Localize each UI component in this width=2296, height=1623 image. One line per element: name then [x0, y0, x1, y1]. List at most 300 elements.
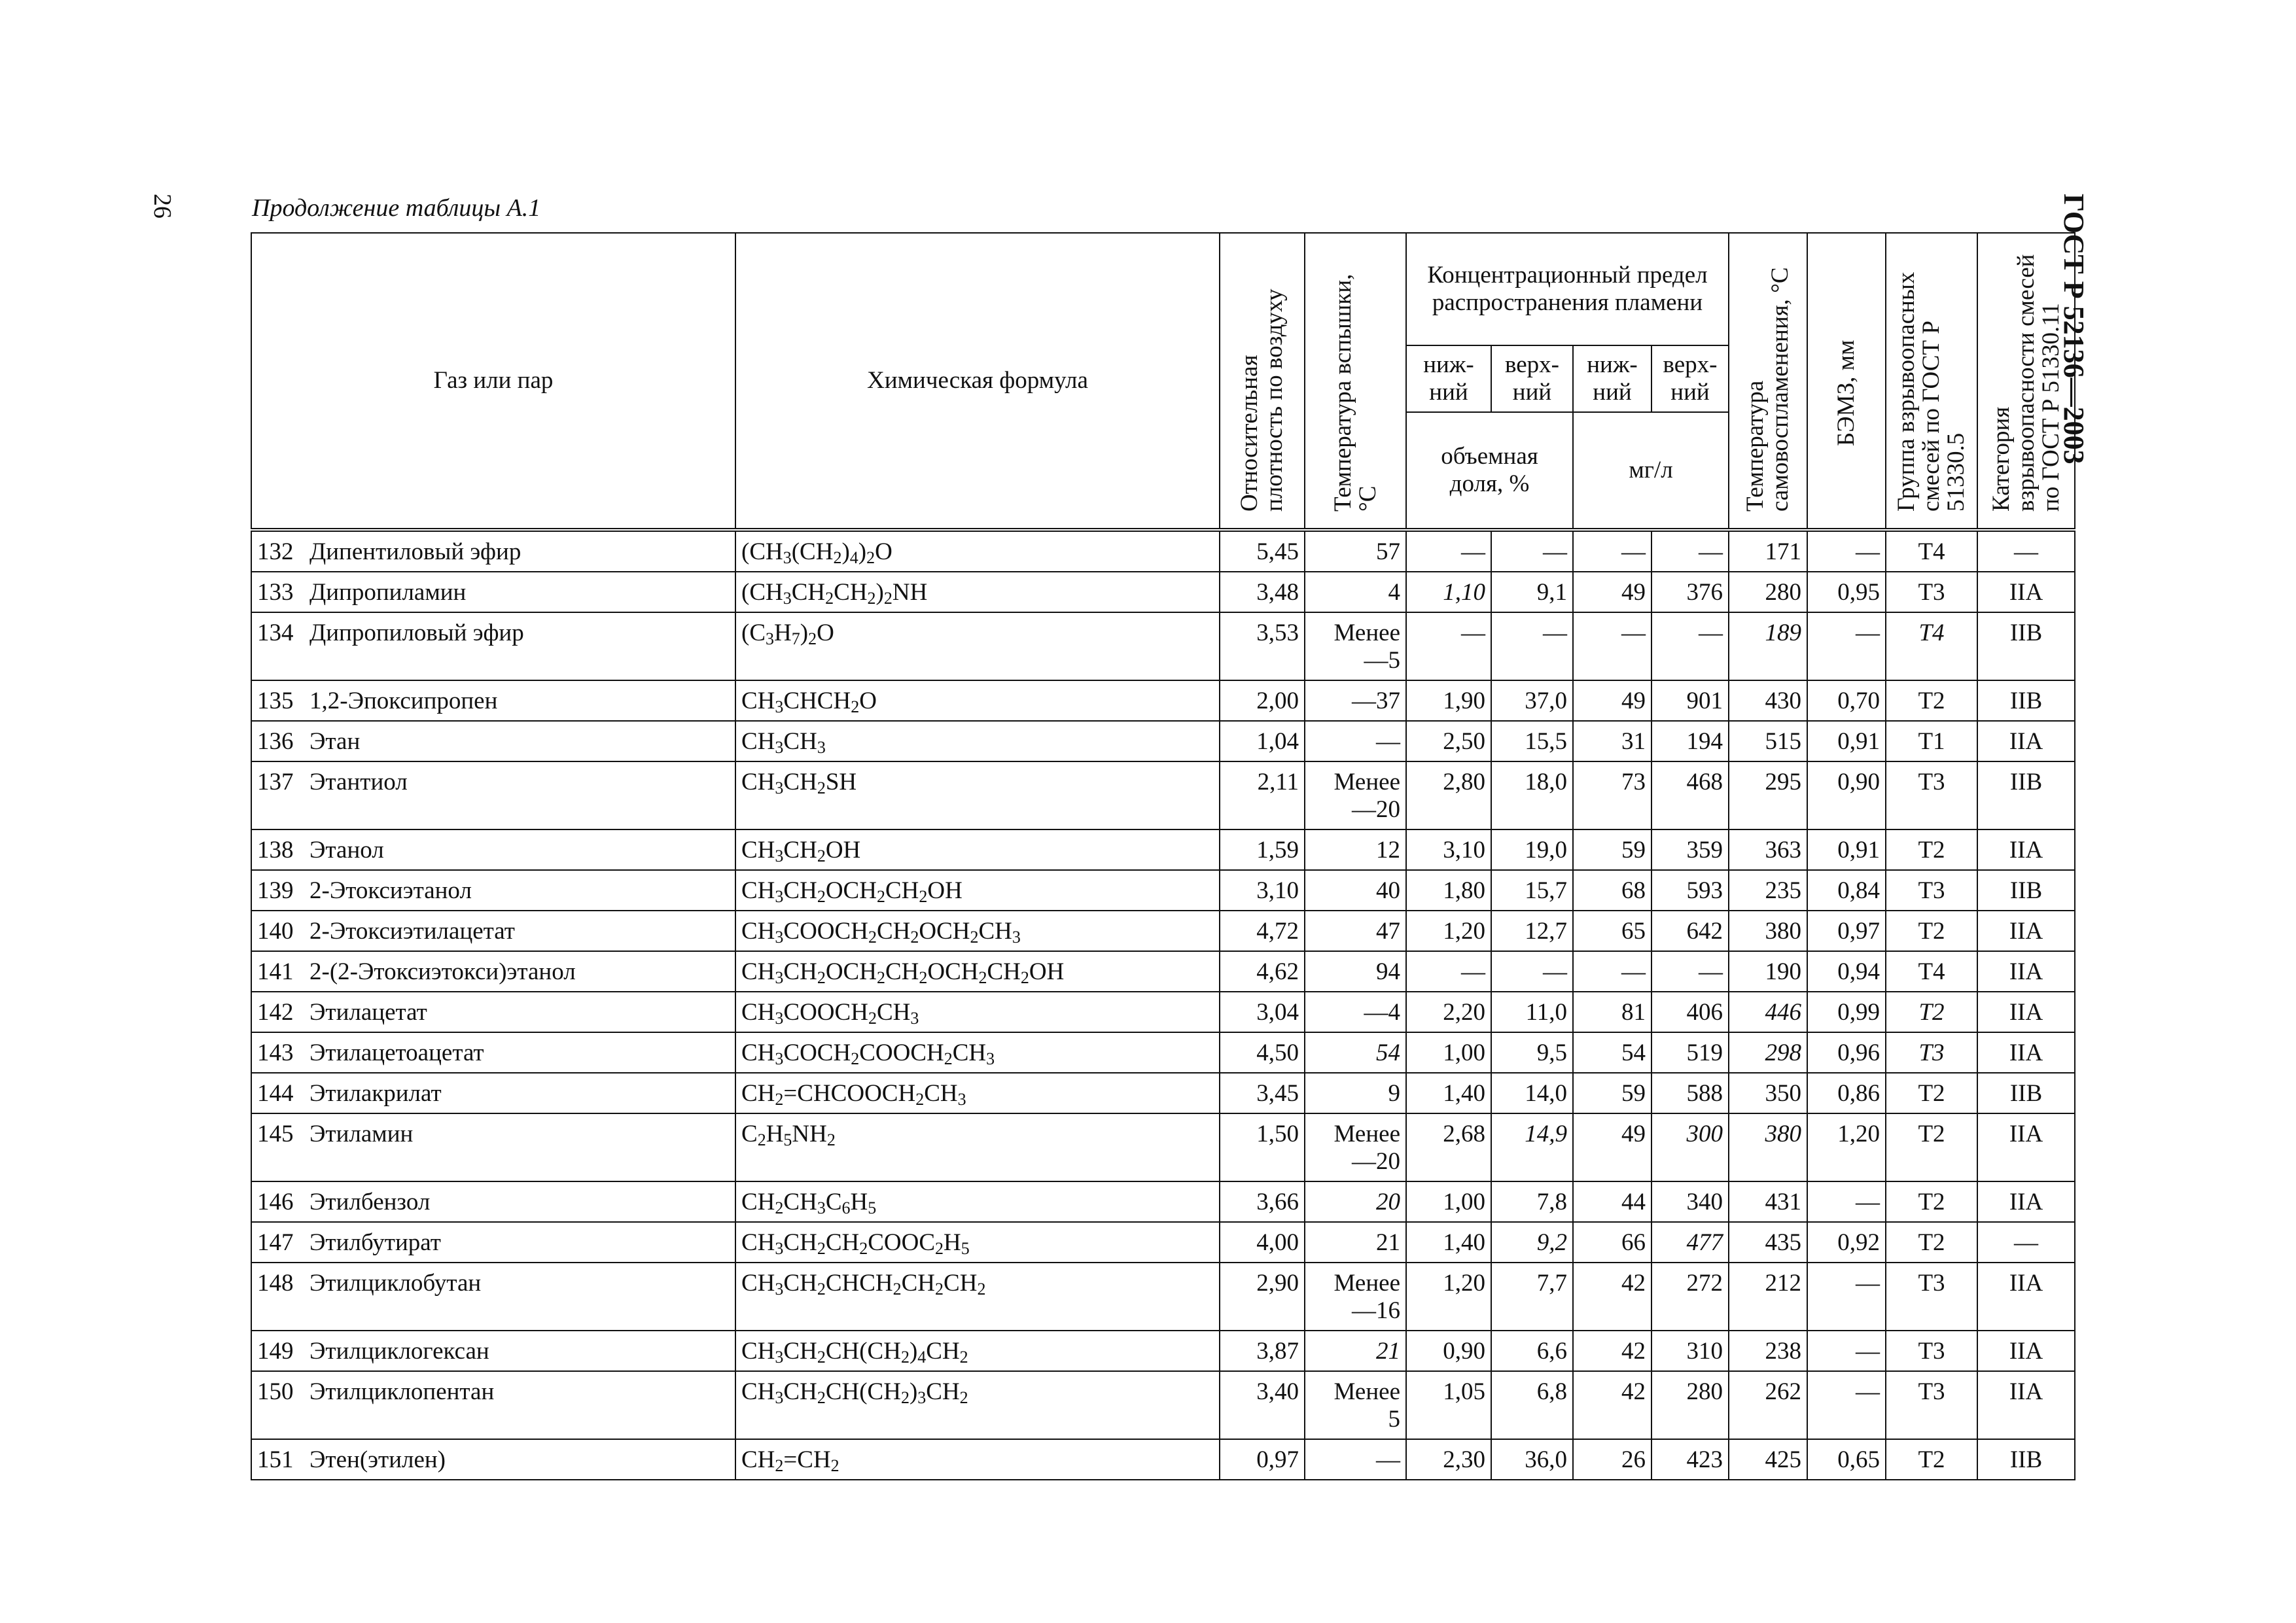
- cell-d: 2,90: [1220, 1263, 1305, 1331]
- row-number: 133: [257, 579, 294, 606]
- cell-t: 430: [1729, 680, 1807, 721]
- cell-c: IIB: [1977, 1073, 2075, 1113]
- row-number: 142: [257, 999, 294, 1026]
- cell-u2: 593: [1651, 870, 1729, 911]
- cell-u1: 6,6: [1491, 1331, 1573, 1371]
- col-upper-vol-header: верх-ний: [1491, 345, 1573, 412]
- cell-d: 1,50: [1220, 1113, 1305, 1181]
- cell-c: IIA: [1977, 1181, 2075, 1222]
- cell-c: IIA: [1977, 572, 2075, 612]
- cell-l2: 31: [1573, 721, 1651, 761]
- cell-u2: 477: [1651, 1222, 1729, 1263]
- cell-u1: 9,2: [1491, 1222, 1573, 1263]
- table-row: [251, 721, 2075, 761]
- cell-d: 4,50: [1220, 1032, 1305, 1073]
- cell-formula: $CH_3CH_2CHCH_2CH_2CH_2$: [735, 1263, 1220, 1331]
- cell-formula: $CH_3CHCH_2O$: [735, 680, 1220, 721]
- table-body: [251, 530, 2075, 1480]
- cell-name: [251, 992, 735, 1032]
- col-flash-header: Температура вспышки, °С: [1305, 233, 1406, 530]
- cell-g: Т4: [1886, 530, 1977, 572]
- cell-d: 2,11: [1220, 761, 1305, 829]
- cell-f: 21: [1305, 1331, 1406, 1371]
- row-number: 134: [257, 620, 294, 646]
- cell-u2: 310: [1651, 1331, 1729, 1371]
- cell-formula: $CH_3CH_2OH$: [735, 829, 1220, 870]
- row-number: 150: [257, 1378, 294, 1405]
- cell-u2: 300: [1651, 1113, 1729, 1181]
- cell-l1: 2,20: [1406, 992, 1491, 1032]
- cell-g: Т1: [1886, 721, 1977, 761]
- cell-t: 363: [1729, 829, 1807, 870]
- cell-g: Т4: [1886, 612, 1977, 680]
- cell-u1: —: [1491, 951, 1573, 992]
- cell-l2: 81: [1573, 992, 1651, 1032]
- cell-c: IIA: [1977, 951, 2075, 992]
- cell-c: IIA: [1977, 829, 2075, 870]
- cell-l1: 1,40: [1406, 1222, 1491, 1263]
- cell-formula: $CH_2=CH_2$: [735, 1439, 1220, 1480]
- cell-l1: 2,68: [1406, 1113, 1491, 1181]
- standard-code: ГОСТ Р 52136—2003: [2058, 194, 2090, 464]
- cell-u2: —: [1651, 530, 1729, 572]
- cell-name: [251, 1181, 735, 1222]
- table-row: [251, 870, 2075, 911]
- page-number: 26: [149, 194, 176, 218]
- cell-u1: 9,5: [1491, 1032, 1573, 1073]
- cell-b: 0,90: [1807, 761, 1886, 829]
- cell-g: Т3: [1886, 1371, 1977, 1439]
- table-row: [251, 572, 2075, 612]
- cell-u1: —: [1491, 530, 1573, 572]
- cell-c: IIB: [1977, 680, 2075, 721]
- table-row: [251, 1032, 2075, 1073]
- cell-f: 94: [1305, 951, 1406, 992]
- cell-u2: 519: [1651, 1032, 1729, 1073]
- substance-name: Дипропиловый эфир: [309, 620, 524, 646]
- cell-c: IIA: [1977, 1263, 2075, 1331]
- cell-f: 47: [1305, 911, 1406, 951]
- cell-l2: —: [1573, 530, 1651, 572]
- cell-c: IIB: [1977, 612, 2075, 680]
- cell-formula: $CH_3CH_2CH(CH_2)_4CH_2$: [735, 1331, 1220, 1371]
- cell-b: 0,99: [1807, 992, 1886, 1032]
- cell-d: 3,66: [1220, 1181, 1305, 1222]
- cell-g: Т2: [1886, 911, 1977, 951]
- cell-c: IIA: [1977, 1331, 2075, 1371]
- cell-u1: 19,0: [1491, 829, 1573, 870]
- substance-name: Этилбензол: [309, 1189, 431, 1215]
- cell-formula: $CH_3CH_2OCH_2CH_2OCH_2CH_2OH$: [735, 951, 1220, 992]
- cell-l1: 1,20: [1406, 911, 1491, 951]
- substance-name: Этилацетоацетат: [309, 1039, 484, 1066]
- col-bemz-header: БЭМЗ, мм: [1807, 233, 1886, 530]
- cell-name: [251, 870, 735, 911]
- cell-b: 0,91: [1807, 721, 1886, 761]
- cell-name: [251, 1113, 735, 1181]
- cell-g: Т2: [1886, 1181, 1977, 1222]
- cell-c: IIB: [1977, 1439, 2075, 1480]
- cell-l2: 49: [1573, 1113, 1651, 1181]
- cell-u1: 9,1: [1491, 572, 1573, 612]
- cell-name: [251, 1032, 735, 1073]
- table-row: [251, 1371, 2075, 1439]
- col-category-header: Категория взрывоопасности смесей по ГОСТ Р 51330.11: [1977, 233, 2075, 530]
- cell-l1: 1,20: [1406, 1263, 1491, 1331]
- cell-b: —: [1807, 530, 1886, 572]
- cell-b: —: [1807, 1181, 1886, 1222]
- substance-name: Дипентиловый эфир: [309, 538, 521, 565]
- cell-f: Менее —20: [1305, 1113, 1406, 1181]
- cell-d: 3,04: [1220, 992, 1305, 1032]
- cell-name: [251, 1222, 735, 1263]
- cell-formula: $CH_2=CHCOOCH_2CH_3$: [735, 1073, 1220, 1113]
- cell-name: [251, 911, 735, 951]
- cell-l2: 42: [1573, 1371, 1651, 1439]
- cell-name: [251, 761, 735, 829]
- cell-d: 3,53: [1220, 612, 1305, 680]
- cell-l2: 59: [1573, 1073, 1651, 1113]
- cell-l2: 49: [1573, 680, 1651, 721]
- substance-name: Этилакрилат: [309, 1080, 442, 1107]
- cell-u1: 15,5: [1491, 721, 1573, 761]
- cell-g: Т3: [1886, 1263, 1977, 1331]
- cell-u2: 340: [1651, 1181, 1729, 1222]
- cell-b: 0,92: [1807, 1222, 1886, 1263]
- cell-l2: 42: [1573, 1331, 1651, 1371]
- cell-c: IIA: [1977, 1371, 2075, 1439]
- cell-l1: 1,00: [1406, 1181, 1491, 1222]
- row-number: 136: [257, 728, 294, 755]
- substance-name: 2-(2-Этоксиэтокси)этанол: [309, 958, 576, 985]
- table-row: [251, 829, 2075, 870]
- cell-l2: 54: [1573, 1032, 1651, 1073]
- substance-name: Этилацетат: [309, 999, 427, 1026]
- cell-b: 0,70: [1807, 680, 1886, 721]
- table-row: [251, 612, 2075, 680]
- cell-c: IIA: [1977, 721, 2075, 761]
- substance-name: 2-Этоксиэтилацетат: [309, 918, 515, 945]
- cell-l1: 1,05: [1406, 1371, 1491, 1439]
- cell-b: 1,20: [1807, 1113, 1886, 1181]
- cell-formula: $CH_3COCH_2COOCH_2CH_3$: [735, 1032, 1220, 1073]
- cell-g: Т3: [1886, 1331, 1977, 1371]
- cell-name: [251, 1331, 735, 1371]
- cell-b: 0,84: [1807, 870, 1886, 911]
- cell-d: 4,62: [1220, 951, 1305, 992]
- cell-t: 280: [1729, 572, 1807, 612]
- substance-name: Этиламин: [309, 1121, 414, 1147]
- cell-t: 190: [1729, 951, 1807, 992]
- cell-name: [251, 721, 735, 761]
- cell-name: [251, 1073, 735, 1113]
- data-table: [251, 232, 2075, 1480]
- cell-formula: $CH_3CH_3$: [735, 721, 1220, 761]
- cell-t: 212: [1729, 1263, 1807, 1331]
- cell-l1: —: [1406, 612, 1491, 680]
- cell-b: —: [1807, 1331, 1886, 1371]
- cell-g: Т2: [1886, 680, 1977, 721]
- cell-c: IIB: [1977, 870, 2075, 911]
- cell-f: —: [1305, 721, 1406, 761]
- cell-g: Т2: [1886, 829, 1977, 870]
- row-number: 140: [257, 918, 294, 945]
- cell-formula: $(CH_3(CH_2)_4)_2O$: [735, 530, 1220, 572]
- col-autoign-header: Температура самовоспламенения, °С: [1729, 233, 1807, 530]
- substance-name: Этилциклогексан: [309, 1338, 489, 1365]
- cell-c: —: [1977, 530, 2075, 572]
- cell-g: Т2: [1886, 1439, 1977, 1480]
- cell-l1: 1,90: [1406, 680, 1491, 721]
- substance-name: Этантиол: [309, 769, 408, 795]
- cell-formula: $(CH_3CH_2CH_2)_2NH$: [735, 572, 1220, 612]
- cell-c: IIA: [1977, 1032, 2075, 1073]
- cell-l1: —: [1406, 530, 1491, 572]
- cell-t: 350: [1729, 1073, 1807, 1113]
- cell-t: 262: [1729, 1371, 1807, 1439]
- col-vol-header: объемная доля, %: [1406, 412, 1573, 530]
- cell-b: 0,86: [1807, 1073, 1886, 1113]
- cell-name: [251, 680, 735, 721]
- cell-b: —: [1807, 1263, 1886, 1331]
- row-number: 146: [257, 1189, 294, 1215]
- table-row: [251, 1073, 2075, 1113]
- cell-b: —: [1807, 1371, 1886, 1439]
- cell-l2: —: [1573, 951, 1651, 992]
- cell-d: 1,04: [1220, 721, 1305, 761]
- cell-u1: 12,7: [1491, 911, 1573, 951]
- cell-l1: 2,50: [1406, 721, 1491, 761]
- cell-t: 298: [1729, 1032, 1807, 1073]
- cell-t: 431: [1729, 1181, 1807, 1222]
- cell-f: —37: [1305, 680, 1406, 721]
- cell-g: Т2: [1886, 1113, 1977, 1181]
- cell-t: 189: [1729, 612, 1807, 680]
- cell-f: Менее 5: [1305, 1371, 1406, 1439]
- table-row: [251, 1263, 2075, 1331]
- cell-u2: 280: [1651, 1371, 1729, 1439]
- cell-b: 0,95: [1807, 572, 1886, 612]
- cell-name: [251, 1439, 735, 1480]
- cell-d: 3,87: [1220, 1331, 1305, 1371]
- cell-b: 0,97: [1807, 911, 1886, 951]
- cell-l1: 0,90: [1406, 1331, 1491, 1371]
- cell-l2: 68: [1573, 870, 1651, 911]
- cell-f: 57: [1305, 530, 1406, 572]
- cell-c: IIA: [1977, 992, 2075, 1032]
- cell-u1: 18,0: [1491, 761, 1573, 829]
- cell-u2: 642: [1651, 911, 1729, 951]
- cell-u2: 423: [1651, 1439, 1729, 1480]
- cell-g: Т2: [1886, 992, 1977, 1032]
- cell-g: Т3: [1886, 761, 1977, 829]
- cell-t: 515: [1729, 721, 1807, 761]
- cell-u2: 376: [1651, 572, 1729, 612]
- col-upper-mgl-header: верх-ний: [1651, 345, 1729, 412]
- cell-u2: 359: [1651, 829, 1729, 870]
- cell-f: —4: [1305, 992, 1406, 1032]
- cell-f: 9: [1305, 1073, 1406, 1113]
- cell-d: 5,45: [1220, 530, 1305, 572]
- table-row: [251, 680, 2075, 721]
- row-number: 149: [257, 1338, 294, 1365]
- cell-l2: 73: [1573, 761, 1651, 829]
- cell-l1: 3,10: [1406, 829, 1491, 870]
- cell-f: Менее —5: [1305, 612, 1406, 680]
- cell-name: [251, 530, 735, 572]
- cell-d: 0,97: [1220, 1439, 1305, 1480]
- cell-d: 4,00: [1220, 1222, 1305, 1263]
- col-gas-header: Газ или пар: [251, 233, 735, 530]
- cell-c: IIB: [1977, 761, 2075, 829]
- substance-name: Дипропиламин: [309, 579, 467, 606]
- cell-t: 238: [1729, 1331, 1807, 1371]
- cell-b: 0,94: [1807, 951, 1886, 992]
- cell-t: 425: [1729, 1439, 1807, 1480]
- row-number: 143: [257, 1039, 294, 1066]
- cell-f: 12: [1305, 829, 1406, 870]
- substance-name: Этанол: [309, 837, 384, 864]
- row-number: 145: [257, 1121, 294, 1147]
- substance-name: Этан: [309, 728, 361, 755]
- col-formula-header: Химическая формула: [735, 233, 1220, 530]
- cell-u1: —: [1491, 612, 1573, 680]
- table-row: [251, 1331, 2075, 1371]
- cell-formula: $CH_3COOCH_2CH_2OCH_2CH_3$: [735, 911, 1220, 951]
- table-row: [251, 761, 2075, 829]
- cell-d: 3,40: [1220, 1371, 1305, 1439]
- cell-f: 40: [1305, 870, 1406, 911]
- cell-formula: $C_2H_5NH_2$: [735, 1113, 1220, 1181]
- cell-f: 4: [1305, 572, 1406, 612]
- cell-formula: $CH_3COOCH_2CH_3$: [735, 992, 1220, 1032]
- table-row: [251, 1181, 2075, 1222]
- cell-c: IIA: [1977, 1113, 2075, 1181]
- cell-g: Т3: [1886, 572, 1977, 612]
- col-density-header: Относительная плотность по воздуху: [1220, 233, 1305, 530]
- row-number: 151: [257, 1446, 294, 1473]
- cell-name: [251, 572, 735, 612]
- cell-g: Т2: [1886, 1222, 1977, 1263]
- cell-b: 0,91: [1807, 829, 1886, 870]
- cell-u2: 901: [1651, 680, 1729, 721]
- row-number: 137: [257, 769, 294, 795]
- col-lower-mgl-header: ниж-ний: [1573, 345, 1651, 412]
- cell-f: 54: [1305, 1032, 1406, 1073]
- cell-name: [251, 612, 735, 680]
- substance-name: Этилциклопентан: [309, 1378, 495, 1405]
- cell-l1: 1,80: [1406, 870, 1491, 911]
- cell-u2: 468: [1651, 761, 1729, 829]
- cell-formula: $CH_3CH_2CH(CH_2)_3CH_2$: [735, 1371, 1220, 1439]
- cell-g: Т2: [1886, 1073, 1977, 1113]
- cell-formula: $CH_3CH_2SH$: [735, 761, 1220, 829]
- cell-formula: $CH_3CH_2OCH_2CH_2OH$: [735, 870, 1220, 911]
- cell-u1: 7,8: [1491, 1181, 1573, 1222]
- cell-t: 171: [1729, 530, 1807, 572]
- cell-b: 0,96: [1807, 1032, 1886, 1073]
- data-table-container: [251, 232, 2074, 1480]
- cell-l2: 65: [1573, 911, 1651, 951]
- cell-formula: $(C_3H_7)_2O$: [735, 612, 1220, 680]
- cell-u2: 588: [1651, 1073, 1729, 1113]
- row-number: 138: [257, 837, 294, 864]
- cell-g: Т3: [1886, 870, 1977, 911]
- cell-l2: 44: [1573, 1181, 1651, 1222]
- col-conc-header: Концентрационный предел распространения пламени: [1406, 233, 1729, 345]
- cell-u2: 194: [1651, 721, 1729, 761]
- substance-name: 2-Этоксиэтанол: [309, 877, 472, 904]
- col-lower-vol-header: ниж-ний: [1406, 345, 1491, 412]
- cell-b: —: [1807, 612, 1886, 680]
- cell-u1: 36,0: [1491, 1439, 1573, 1480]
- cell-b: 0,65: [1807, 1439, 1886, 1480]
- cell-d: 3,10: [1220, 870, 1305, 911]
- cell-l2: 49: [1573, 572, 1651, 612]
- cell-f: —: [1305, 1439, 1406, 1480]
- substance-name: Этен(этилен): [309, 1446, 446, 1473]
- cell-g: Т3: [1886, 1032, 1977, 1073]
- cell-formula: $CH_2CH_3C_6H_5$: [735, 1181, 1220, 1222]
- cell-u2: —: [1651, 612, 1729, 680]
- cell-l1: 1,00: [1406, 1032, 1491, 1073]
- cell-u2: 406: [1651, 992, 1729, 1032]
- cell-u1: 11,0: [1491, 992, 1573, 1032]
- cell-u2: 272: [1651, 1263, 1729, 1331]
- cell-c: —: [1977, 1222, 2075, 1263]
- table-row: [251, 1439, 2075, 1480]
- cell-f: 21: [1305, 1222, 1406, 1263]
- cell-u2: —: [1651, 951, 1729, 992]
- table-row: [251, 1222, 2075, 1263]
- cell-l1: 1,40: [1406, 1073, 1491, 1113]
- cell-f: 20: [1305, 1181, 1406, 1222]
- cell-t: 380: [1729, 911, 1807, 951]
- cell-u1: 37,0: [1491, 680, 1573, 721]
- row-number: 135: [257, 688, 294, 714]
- cell-c: IIA: [1977, 911, 2075, 951]
- cell-l2: 59: [1573, 829, 1651, 870]
- cell-u1: 6,8: [1491, 1371, 1573, 1439]
- cell-l1: 1,10: [1406, 572, 1491, 612]
- cell-l2: 26: [1573, 1439, 1651, 1480]
- cell-d: 2,00: [1220, 680, 1305, 721]
- cell-u1: 15,7: [1491, 870, 1573, 911]
- cell-d: 3,48: [1220, 572, 1305, 612]
- cell-f: Менее —20: [1305, 761, 1406, 829]
- cell-name: [251, 1263, 735, 1331]
- table-caption: Продолжение таблицы А.1: [252, 194, 541, 222]
- substance-name: Этилциклобутан: [309, 1270, 482, 1297]
- cell-d: 3,45: [1220, 1073, 1305, 1113]
- cell-u1: 14,9: [1491, 1113, 1573, 1181]
- cell-formula: $CH_3CH_2CH_2COOC_2H_5$: [735, 1222, 1220, 1263]
- cell-u1: 14,0: [1491, 1073, 1573, 1113]
- cell-t: 435: [1729, 1222, 1807, 1263]
- row-number: 148: [257, 1270, 294, 1297]
- table-row: [251, 1113, 2075, 1181]
- cell-d: 1,59: [1220, 829, 1305, 870]
- substance-name: 1,2-Эпоксипропен: [309, 688, 498, 714]
- row-number: 144: [257, 1080, 294, 1107]
- table-row: [251, 992, 2075, 1032]
- cell-name: [251, 1371, 735, 1439]
- cell-l1: 2,30: [1406, 1439, 1491, 1480]
- table-row: [251, 951, 2075, 992]
- cell-t: 235: [1729, 870, 1807, 911]
- cell-name: [251, 829, 735, 870]
- cell-l2: —: [1573, 612, 1651, 680]
